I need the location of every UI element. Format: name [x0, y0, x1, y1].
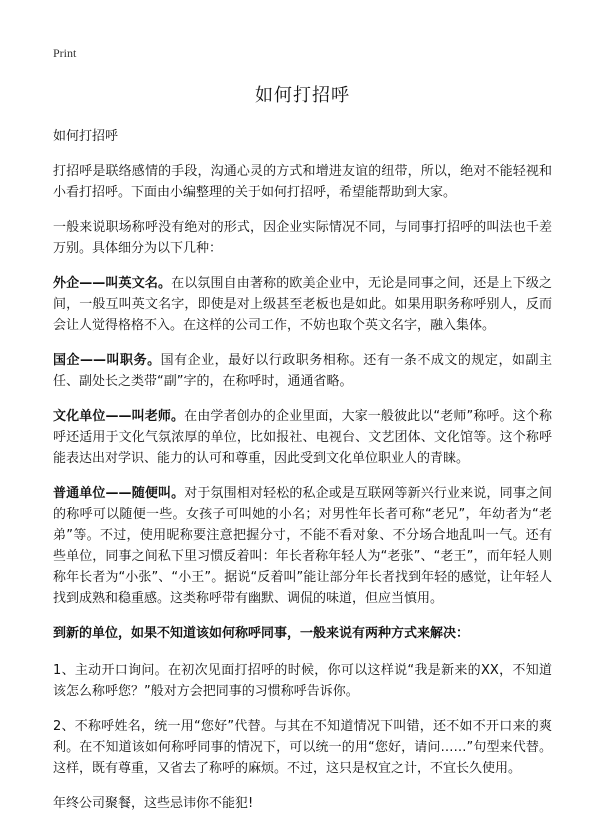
- category-heading: 普通单位——随便叫。: [53, 486, 185, 501]
- category-text: 在以氛围自由著称的欧美企业中，无论是同事之间，还是上下级之间，一般互叫英文名字，即使是对上级甚至老板也是如此。如果用职务称呼别人，反而会让人觉得格格不入。在这样的公司工作，不妨也取个英文名字，融入集体。: [53, 276, 552, 333]
- category-text: 对于氛围相对轻松的私企或是互联网等新兴行业来说，同事之间的称呼可以随便一些。女孩子可叫她的小名；对男性年长者可称“老兄”，年幼者为“老弟”等。不过，使用昵称要注意把握分寸，不能不看对象、不分场合地乱叫一气。还有些单位，同事之间私下里习惯反着叫：年长者称年轻人为“老张”、“老王”，而年轻人则称年长者为“小张”、“小王”。据说“反着叫”能让部分年长者找到年轻的感觉，让年轻人找到成熟和稳重感。这类称呼带有幽默、调侃的味道，但应当慎用。: [53, 486, 552, 606]
- page-title: 如何打招呼: [255, 85, 350, 106]
- subtitle: 如何打招呼: [53, 129, 119, 144]
- category-text: 国有企业，最好以行政职务相称。还有一条不成文的规定，如副主任、副处长之类带“副”字的，在称呼时，通通省略。: [53, 353, 552, 389]
- category-cultural-unit: [53, 406, 552, 469]
- category-ordinary-unit: [53, 483, 552, 609]
- category-foreign-enterprise: [53, 273, 552, 336]
- category-text: 在由学者创办的企业里面，大家一般彼此以“老师”称呼。这个称呼还适用于文化气氛浓厚的单位，比如报社、电视台、文艺团体、文化馆等。这个称呼能表达出对学识、能力的认可和尊重，因此受到文化单位职业人的青睐。: [53, 409, 552, 466]
- category-state-enterprise: [53, 350, 552, 392]
- intro-paragraph-1: 打招呼是联络感情的手段，沟通心灵的方式和增进友谊的纽带，所以，绝对不能轻视和小看打招呼。下面由小编整理的关于如何打招呼，希望能帮助到大家。: [53, 164, 552, 200]
- intro-paragraph-2: 一般来说职场称呼没有绝对的形式，因企业实际情况不同，与同事打招呼的叫法也千差万别。具体细分为以下几种：: [53, 220, 552, 256]
- category-heading: 国企——叫职务。: [53, 353, 161, 368]
- method-item-2: 2、不称呼姓名，统一用“您好”代替。与其在不知道情况下叫错，还不如不开口来的爽利。在不知道该如何称呼同事的情况下，可以统一的用“您好，请问……”句型来代替。这样，既有尊重，又省去了称呼的麻烦。不过，这只是权宜之计，不宜长久使用。: [53, 719, 552, 776]
- section-heading: 到新的单位，如果不知道该如何称呼同事，一般来说有两种方式来解决：: [53, 626, 470, 641]
- closing-line: 年终公司聚餐，这些忌讳你不能犯!: [53, 796, 254, 811]
- method-item-1: 1、主动开口询问。在初次见面打招呼的时候，你可以这样说“我是新来的XX，不知道该怎么称呼您？”般对方会把同事的习惯称呼告诉你。: [53, 663, 552, 699]
- category-heading: 外企——叫英文名。: [53, 276, 172, 291]
- print-link[interactable]: Print: [53, 46, 77, 60]
- category-heading: 文化单位——叫老师。: [53, 409, 185, 424]
